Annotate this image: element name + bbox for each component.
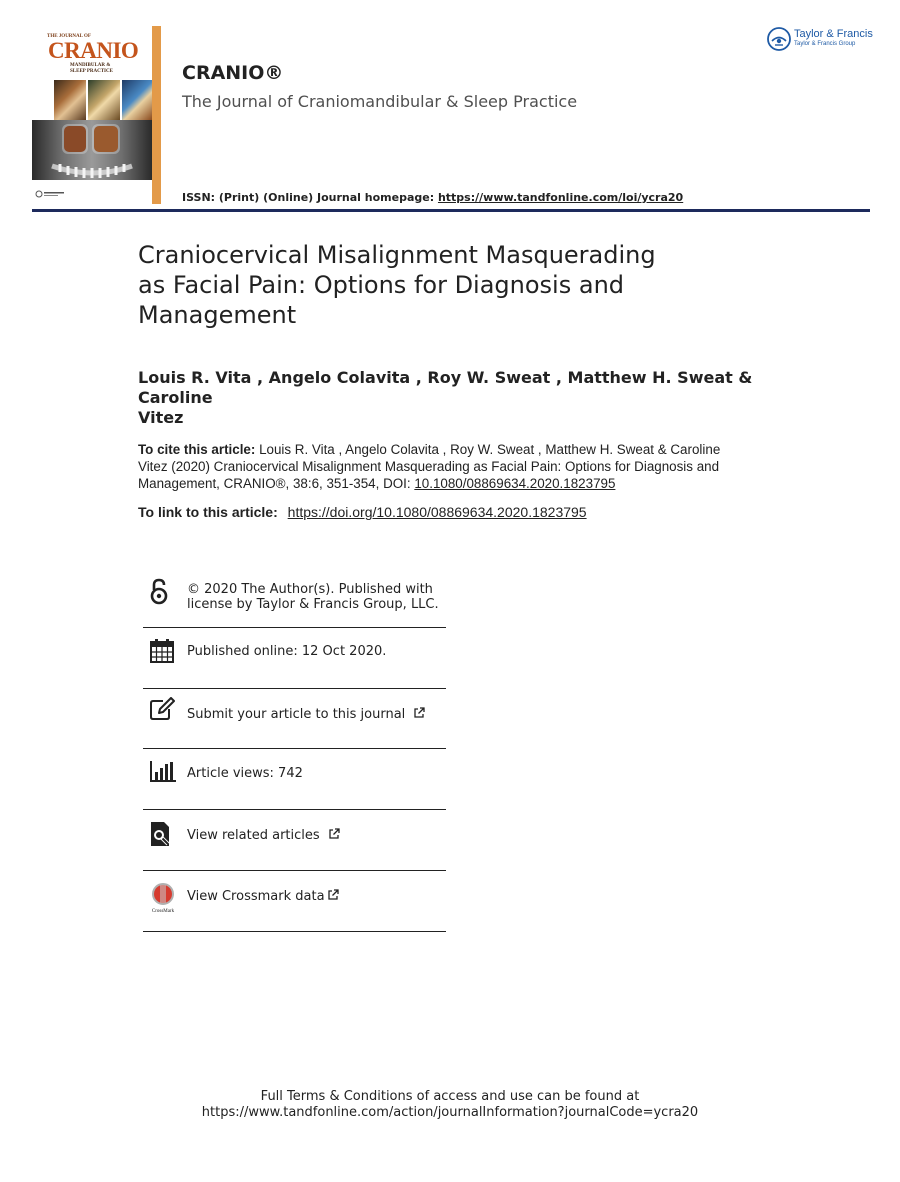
submit-article-link[interactable]: Submit your article to this journal <box>187 707 425 722</box>
journal-cover-image <box>32 26 152 204</box>
crossmark-link[interactable]: View Crossmark data <box>187 889 339 904</box>
list-divider <box>143 931 446 932</box>
crossmark-icon-label: CrossMark <box>151 909 175 914</box>
issn-line <box>182 191 683 204</box>
external-link-icon <box>327 889 339 901</box>
article-title: Craniocervical Misalignment Masquerading as Facial Pain: Options for Diagnosis and Management <box>138 241 656 329</box>
list-divider <box>143 627 446 628</box>
list-divider <box>143 688 446 689</box>
published-date: Published online: 12 Oct 2020. <box>187 644 387 659</box>
article-link-line <box>138 504 778 520</box>
license-text: © 2020 The Author(s). Published with license by Taylor & Francis Group, LLC. <box>187 582 439 612</box>
publisher-logo-icon <box>766 26 792 52</box>
journal-subtitle: The Journal of Craniomandibular & Sleep Practice <box>182 92 578 111</box>
link-label: To link to this article: <box>138 504 278 520</box>
related-articles-link[interactable]: View related articles <box>187 828 340 843</box>
publisher-group: Taylor & Francis Group <box>794 41 856 47</box>
citation-block: To cite this article: Louis R. Vita , Angelo Colavita , Roy W. Sweat , Matthew H. Sweat & Caroline Vitez (2020) Craniocervical Misalignment Masquerading as Facial Pain: Options for Diagnosis and Management, CRANIO®, 38:6, 351-354, DOI: 10.1080/08869634.2020.1823795 <box>138 442 721 491</box>
header-divider <box>32 209 870 212</box>
crossmark-item[interactable] <box>143 880 446 920</box>
cite-label: To cite this article: <box>138 442 256 457</box>
publisher-name: Taylor & Francis <box>794 28 873 40</box>
external-link-icon <box>413 707 425 719</box>
cover-brand-small: THE JOURNAL OF <box>47 34 91 39</box>
terms-link[interactable]: https://www.tandfonline.com/action/journalInformation?journalCode=ycra20 <box>201 1105 699 1120</box>
crossmark-icon <box>149 882 177 914</box>
bar-chart-icon <box>149 759 177 783</box>
journal-homepage-link[interactable]: https://www.tandfonline.com/loi/ycra20 <box>437 191 684 204</box>
document-search-icon <box>149 820 175 848</box>
calendar-icon <box>149 638 175 664</box>
terms-text: Full Terms & Conditions of access and use can be found at <box>260 1089 640 1104</box>
cover-xray <box>32 120 152 180</box>
cover-accent-strip <box>152 26 161 204</box>
cover-photo-3 <box>122 80 152 120</box>
related-articles-item[interactable] <box>143 818 446 858</box>
edit-icon <box>149 697 177 723</box>
doi-link[interactable]: 10.1080/08869634.2020.1823795 <box>414 476 616 491</box>
list-divider <box>143 809 446 810</box>
cover-brand: CRANIO <box>48 38 139 63</box>
cover-footer <box>32 180 152 204</box>
list-divider <box>143 870 446 871</box>
terms-footer <box>0 1089 900 1121</box>
list-divider <box>143 748 446 749</box>
publisher-logo[interactable] <box>766 26 876 54</box>
license-item <box>143 578 446 624</box>
cover-photo-2 <box>88 80 120 120</box>
article-views-item <box>143 757 446 797</box>
article-views: Article views: 742 <box>187 766 303 781</box>
submit-article-item[interactable] <box>143 697 446 737</box>
cover-photo-1 <box>54 80 86 120</box>
article-authors: Louis R. Vita , Angelo Colavita , Roy W. Sweat , Matthew H. Sweat & Caroline Vitez <box>138 368 753 427</box>
published-item <box>143 636 446 676</box>
cover-brand-sub: MANDIBULAR & SLEEP PRACTICE <box>70 63 113 74</box>
article-doi-url[interactable]: https://doi.org/10.1080/08869634.2020.1823795 <box>287 504 587 520</box>
open-access-icon <box>149 578 169 606</box>
external-link-icon <box>328 828 340 840</box>
journal-name: CRANIO® <box>182 62 284 84</box>
issn-label: ISSN: (Print) (Online) Journal homepage: <box>182 191 435 204</box>
